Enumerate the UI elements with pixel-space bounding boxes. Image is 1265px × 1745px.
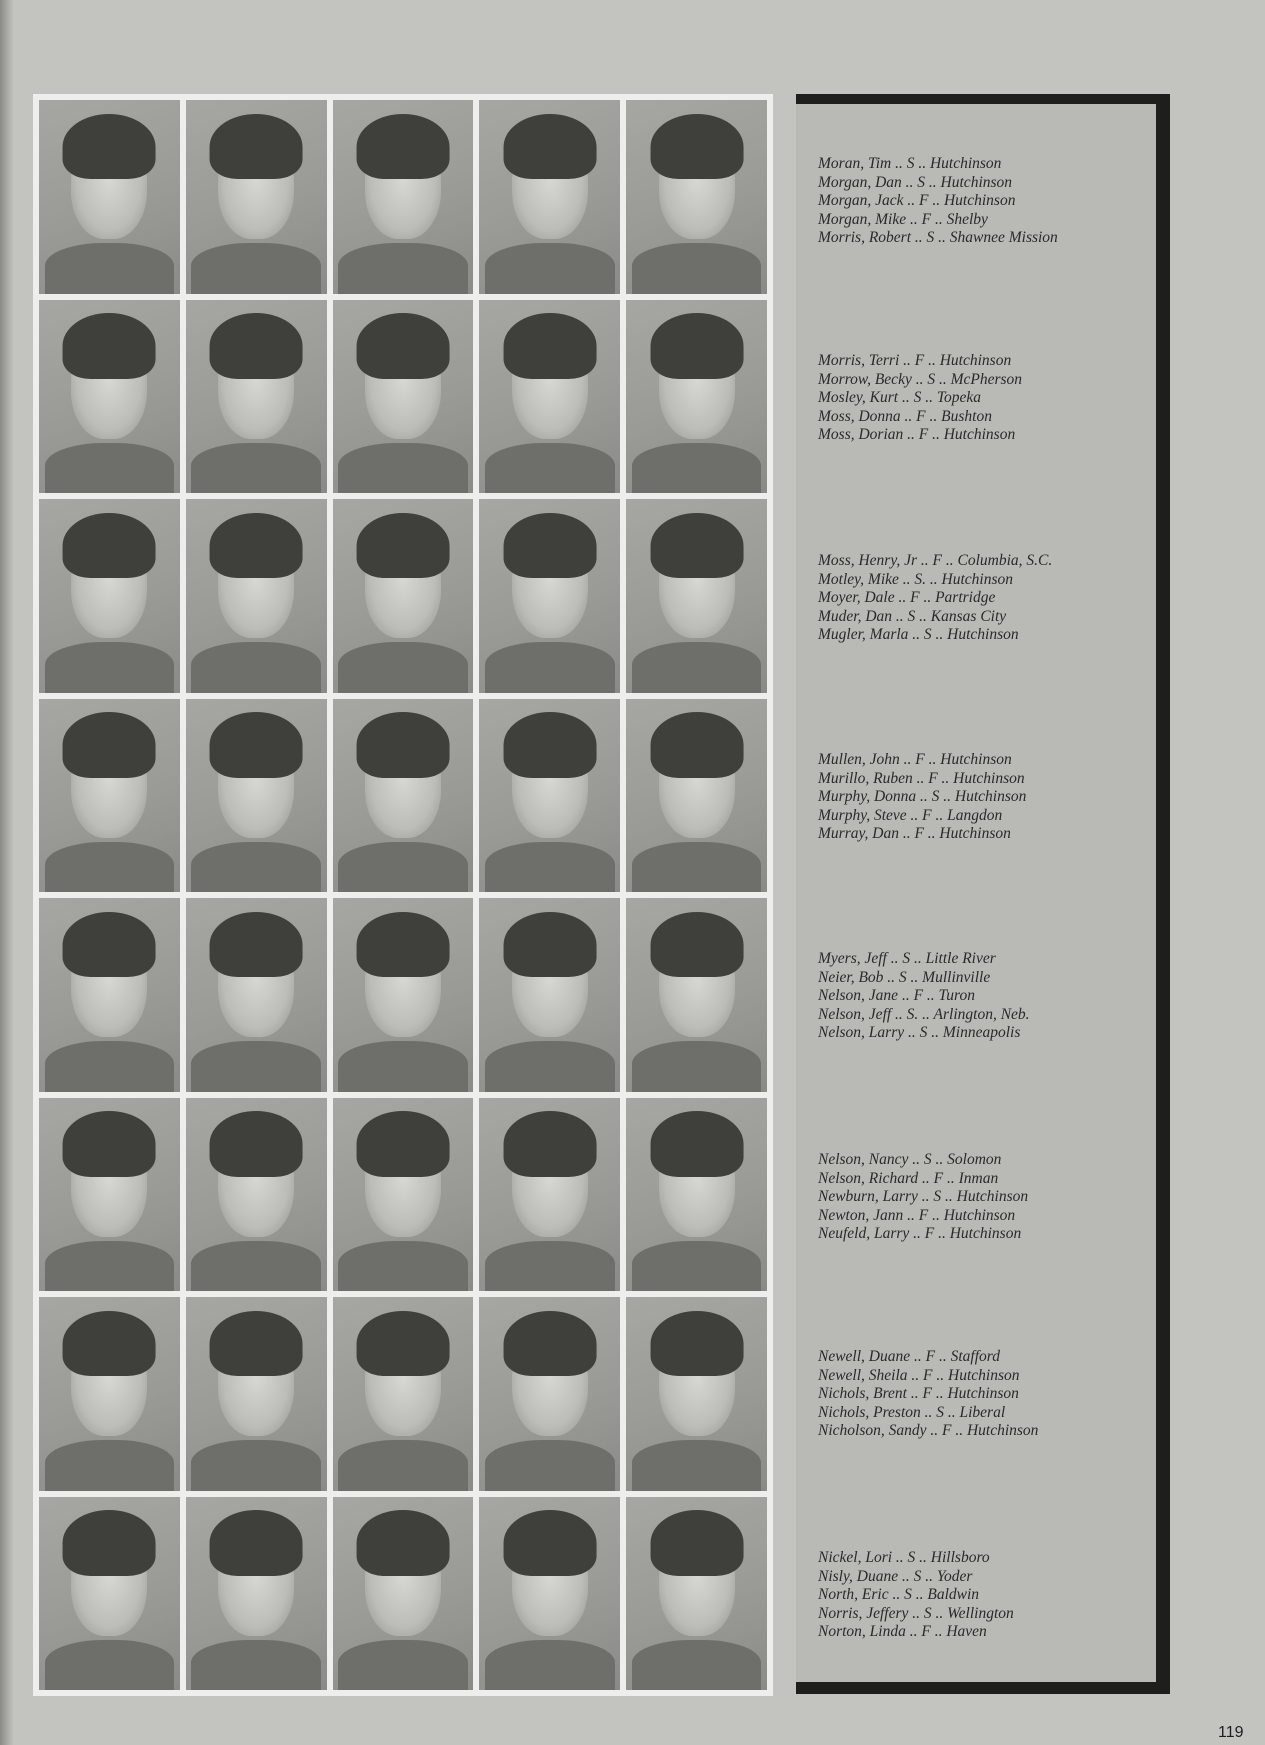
student-portrait [39, 300, 180, 494]
student-entry: Mullen, John .. F .. Hutchinson [818, 751, 1012, 768]
portrait-hair [210, 513, 303, 579]
portrait-body [338, 443, 468, 493]
portrait-hair [503, 114, 596, 180]
portrait-hair [503, 513, 596, 579]
student-entry: Newton, Jann .. F .. Hutchinson [818, 1206, 1016, 1224]
portrait-hair [503, 313, 596, 379]
portrait-hair [357, 114, 450, 180]
portrait-hair [503, 1510, 596, 1576]
student-entry: Morgan, Dan .. S .. Hutchinson [818, 173, 1013, 191]
student-portrait [186, 898, 327, 1092]
portrait-hair [357, 513, 450, 579]
portrait-body [191, 443, 321, 493]
portrait-hair [210, 912, 303, 978]
student-entry: Murillo, Ruben .. F .. Hutchinson [818, 769, 1025, 787]
name-group-1 [818, 155, 1058, 248]
portrait-hair [650, 912, 743, 978]
student-entry: Nelson, Larry .. S .. Minneapolis [818, 1024, 1021, 1041]
student-entry: Muder, Dan .. S .. Kansas City [818, 607, 1007, 625]
student-entry: Motley, Mike .. S. .. Hutchinson [818, 570, 1013, 588]
student-portrait [39, 699, 180, 893]
portrait-hair [63, 1510, 156, 1576]
portrait-hair [503, 712, 596, 778]
portrait-body [45, 443, 175, 493]
student-portrait [186, 499, 327, 693]
portrait-body [485, 1241, 615, 1291]
portrait-hair [503, 1311, 596, 1377]
portrait-body [485, 642, 615, 692]
student-entry: Murphy, Donna .. S .. Hutchinson [818, 788, 1027, 805]
portrait-hair [650, 1311, 743, 1377]
portrait-body [45, 1241, 175, 1291]
student-portrait [479, 699, 620, 893]
portrait-body [485, 443, 615, 493]
student-entry: Mugler, Marla .. S .. Hutchinson [818, 626, 1019, 643]
portrait-body [338, 842, 468, 892]
student-entry: Nickel, Lori .. S .. Hillsboro [818, 1549, 990, 1566]
portrait-body [338, 1041, 468, 1091]
portrait-body [338, 1640, 468, 1690]
student-portrait [479, 1497, 620, 1691]
student-entry: Morrow, Becky .. S .. McPherson [818, 370, 1023, 388]
portrait-body [338, 1440, 468, 1490]
portrait-hair [63, 712, 156, 778]
student-entry: Nelson, Jeff .. S. .. Arlington, Neb. [818, 1005, 1030, 1023]
portrait-body [191, 842, 321, 892]
portrait-body [485, 1041, 615, 1091]
student-portrait [39, 499, 180, 693]
portrait-body [338, 243, 468, 293]
student-entry: Nisly, Duane .. S .. Yoder [818, 1567, 973, 1585]
student-portrait [626, 100, 767, 294]
name-box-frame [796, 94, 1170, 1694]
student-portrait [333, 1297, 474, 1491]
portrait-body [632, 1640, 762, 1690]
portrait-hair [357, 1111, 450, 1177]
name-group-2 [818, 352, 1022, 445]
student-portrait [186, 300, 327, 494]
student-entry: Neier, Bob .. S .. Mullinville [818, 968, 991, 986]
name-group-8 [818, 1549, 1014, 1642]
portrait-body [338, 1241, 468, 1291]
portrait-body [485, 842, 615, 892]
portrait-body [485, 1640, 615, 1690]
portrait-hair [650, 114, 743, 180]
portrait-hair [357, 712, 450, 778]
book-spine-shadow [0, 0, 14, 1745]
portrait-body [45, 1440, 175, 1490]
portrait-body [191, 1440, 321, 1490]
student-portrait [626, 1497, 767, 1691]
student-entry: Morris, Robert .. S .. Shawnee Mission [818, 229, 1058, 246]
student-portrait [479, 1297, 620, 1491]
student-entry: North, Eric .. S .. Baldwin [818, 1586, 980, 1603]
portrait-hair [503, 912, 596, 978]
portrait-body [191, 243, 321, 293]
student-portrait [186, 1497, 327, 1691]
student-portrait [39, 100, 180, 294]
name-group-5 [818, 950, 1030, 1043]
student-portrait [626, 1098, 767, 1292]
portrait-body [485, 1440, 615, 1490]
portrait-body [632, 243, 762, 293]
portrait-hair [210, 313, 303, 379]
student-portrait [186, 100, 327, 294]
student-entry: Nicholson, Sandy .. F .. Hutchinson [818, 1422, 1039, 1439]
portrait-grid [33, 94, 773, 1696]
student-entry: Newell, Sheila .. F .. Hutchinson [818, 1366, 1020, 1384]
student-portrait [186, 699, 327, 893]
portrait-hair [357, 1311, 450, 1377]
portrait-hair [210, 114, 303, 180]
student-entry: Neufeld, Larry .. F .. Hutchinson [818, 1225, 1022, 1242]
student-portrait [333, 898, 474, 1092]
student-entry: Morgan, Jack .. F .. Hutchinson [818, 192, 1016, 209]
portrait-body [191, 1041, 321, 1091]
name-group-3 [818, 552, 1052, 645]
name-group-7 [818, 1348, 1038, 1441]
portrait-body [45, 1041, 175, 1091]
portrait-hair [63, 513, 156, 579]
portrait-body [632, 1241, 762, 1291]
student-portrait [333, 100, 474, 294]
portrait-hair [63, 1111, 156, 1177]
student-entry: Mosley, Kurt .. S .. Topeka [818, 389, 982, 406]
portrait-hair [63, 912, 156, 978]
portrait-body [45, 642, 175, 692]
portrait-hair [63, 1311, 156, 1377]
student-portrait [626, 300, 767, 494]
student-entry: Norton, Linda .. F .. Haven [818, 1623, 987, 1640]
student-portrait [333, 1497, 474, 1691]
portrait-body [632, 1440, 762, 1490]
portrait-body [45, 243, 175, 293]
student-entry: Moss, Henry, Jr .. F .. Columbia, S.C. [818, 552, 1053, 569]
portrait-body [45, 1640, 175, 1690]
student-portrait [333, 1098, 474, 1292]
portrait-hair [650, 513, 743, 579]
portrait-hair [357, 912, 450, 978]
portrait-hair [650, 313, 743, 379]
portrait-hair [210, 1311, 303, 1377]
portrait-body [632, 443, 762, 493]
student-portrait [39, 1497, 180, 1691]
portrait-body [632, 1041, 762, 1091]
portrait-hair [650, 1510, 743, 1576]
portrait-body [485, 243, 615, 293]
student-entry: Moss, Dorian .. F .. Hutchinson [818, 426, 1016, 443]
student-entry: Nichols, Preston .. S .. Liberal [818, 1403, 1006, 1421]
student-entry: Moyer, Dale .. F .. Partridge [818, 589, 996, 606]
student-entry: Murray, Dan .. F .. Hutchinson [818, 825, 1011, 842]
student-portrait [626, 499, 767, 693]
name-group-4 [818, 751, 1026, 844]
portrait-hair [210, 1510, 303, 1576]
student-portrait [626, 1297, 767, 1491]
student-entry: Nichols, Brent .. F .. Hutchinson [818, 1385, 1019, 1402]
student-portrait [479, 898, 620, 1092]
portrait-hair [650, 1111, 743, 1177]
portrait-hair [63, 313, 156, 379]
student-entry: Moss, Donna .. F .. Bushton [818, 407, 992, 425]
portrait-hair [357, 313, 450, 379]
portrait-hair [63, 114, 156, 180]
portrait-body [338, 642, 468, 692]
student-portrait [479, 1098, 620, 1292]
student-portrait [39, 1297, 180, 1491]
student-entry: Nelson, Jane .. F .. Turon [818, 987, 976, 1004]
portrait-body [191, 642, 321, 692]
student-portrait [333, 499, 474, 693]
portrait-hair [357, 1510, 450, 1576]
student-entry: Moran, Tim .. S .. Hutchinson [818, 155, 1002, 172]
portrait-hair [650, 712, 743, 778]
student-entry: Nelson, Richard .. F .. Inman [818, 1169, 999, 1187]
student-entry: Nelson, Nancy .. S .. Solomon [818, 1151, 1002, 1168]
portrait-body [632, 842, 762, 892]
student-entry: Morris, Terri .. F .. Hutchinson [818, 352, 1012, 369]
portrait-body [632, 642, 762, 692]
student-entry: Murphy, Steve .. F .. Langdon [818, 806, 1003, 824]
page-number: 119 [1218, 1724, 1244, 1741]
student-entry: Morgan, Mike .. F .. Shelby [818, 210, 988, 228]
student-portrait [186, 1297, 327, 1491]
portrait-hair [210, 712, 303, 778]
student-portrait [479, 300, 620, 494]
portrait-body [191, 1640, 321, 1690]
student-portrait [333, 300, 474, 494]
portrait-hair [503, 1111, 596, 1177]
student-portrait [333, 699, 474, 893]
student-portrait [39, 898, 180, 1092]
student-portrait [479, 499, 620, 693]
student-portrait [186, 1098, 327, 1292]
student-portrait [626, 898, 767, 1092]
portrait-hair [210, 1111, 303, 1177]
student-entry: Newburn, Larry .. S .. Hutchinson [818, 1188, 1029, 1205]
student-entry: Norris, Jeffery .. S .. Wellington [818, 1604, 1014, 1622]
student-entry: Myers, Jeff .. S .. Little River [818, 950, 996, 967]
student-portrait [479, 100, 620, 294]
portrait-body [45, 842, 175, 892]
portrait-body [191, 1241, 321, 1291]
student-portrait [626, 699, 767, 893]
name-group-6 [818, 1151, 1028, 1244]
student-entry: Newell, Duane .. F .. Stafford [818, 1348, 1000, 1365]
student-portrait [39, 1098, 180, 1292]
